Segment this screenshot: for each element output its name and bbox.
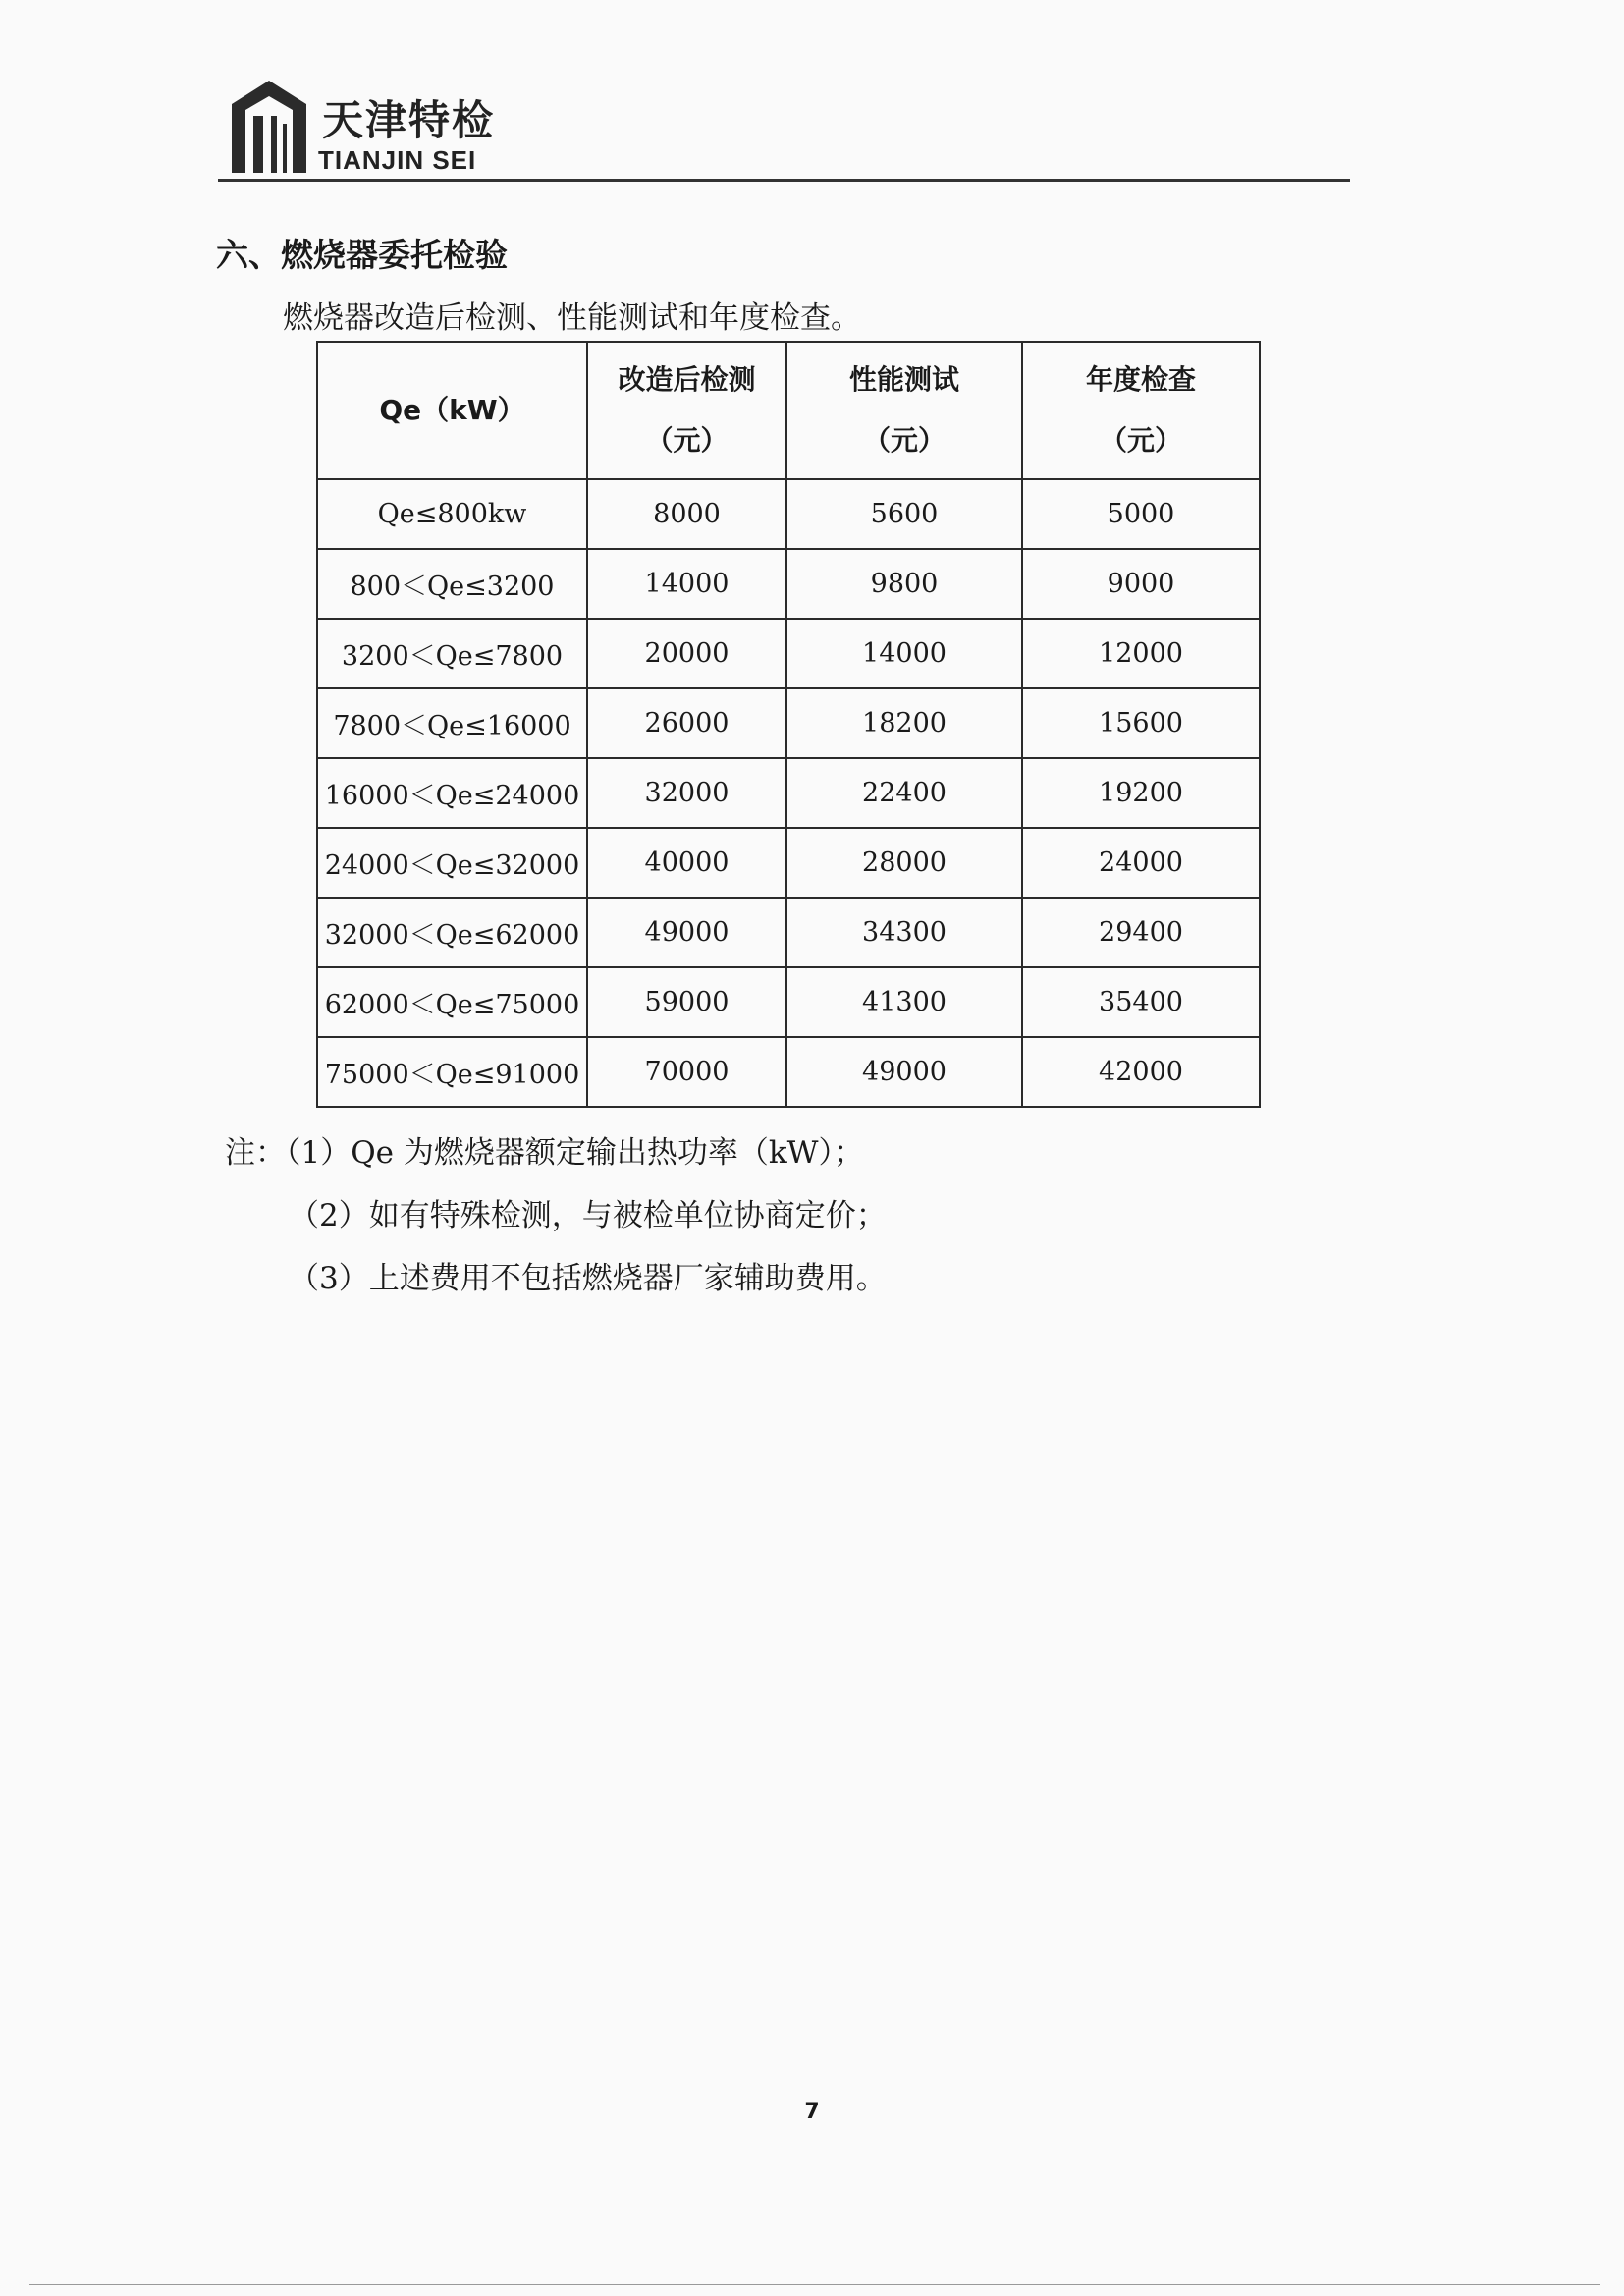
burner-inspection-fee-table (316, 341, 1261, 1108)
note-line-1: 注：（1）Qe 为燃烧器额定输出热功率（kW）； (225, 1135, 864, 1171)
table-row (317, 967, 1260, 1037)
column-header-performance-test (786, 342, 1022, 479)
cell-qe-range: 75000＜Qe≤91000 (317, 1037, 587, 1107)
cell-annual-fee: 5000 (1022, 479, 1260, 549)
cell-qe-range: Qe≤800kw (317, 479, 587, 549)
cell-retrofit-fee: 40000 (587, 828, 786, 898)
table-row (317, 758, 1260, 828)
cell-retrofit-fee: 59000 (587, 967, 786, 1037)
cell-annual-fee: 19200 (1022, 758, 1260, 828)
cell-qe-range: 3200＜Qe≤7800 (317, 619, 587, 688)
cell-qe-range: 32000＜Qe≤62000 (317, 898, 587, 967)
tianjin-sei-logo-icon (228, 77, 310, 175)
table-row (317, 549, 1260, 619)
table-header-row (317, 342, 1260, 479)
cell-retrofit-fee: 26000 (587, 688, 786, 758)
cell-performance-fee: 18200 (786, 688, 1022, 758)
column-header-line1: Qe（kW） (379, 394, 525, 426)
logo-chinese-name: 天津特检 (322, 96, 496, 144)
cell-qe-range: 16000＜Qe≤24000 (317, 758, 587, 828)
cell-performance-fee: 22400 (786, 758, 1022, 828)
section-title: 六、燃烧器委托检验 (216, 236, 508, 274)
column-header-line1: 性能测试 (848, 363, 959, 396)
cell-annual-fee: 35400 (1022, 967, 1260, 1037)
section-intro: 燃烧器改造后检测、性能测试和年度检查。 (283, 301, 861, 336)
cell-qe-range: 7800＜Qe≤16000 (317, 688, 587, 758)
table-row (317, 1037, 1260, 1107)
cell-performance-fee: 9800 (786, 549, 1022, 619)
cell-retrofit-fee: 70000 (587, 1037, 786, 1107)
table-row (317, 619, 1260, 688)
cell-retrofit-fee: 32000 (587, 758, 786, 828)
cell-annual-fee: 9000 (1022, 549, 1260, 619)
column-header-line1: 改造后检测 (618, 363, 756, 396)
cell-performance-fee: 14000 (786, 619, 1022, 688)
note-line-3: （3）上述费用不包括燃烧器厂家辅助费用。 (289, 1261, 887, 1296)
cell-performance-fee: 5600 (786, 479, 1022, 549)
cell-annual-fee: 15600 (1022, 688, 1260, 758)
cell-retrofit-fee: 14000 (587, 549, 786, 619)
note-line-2: （2）如有特殊检测，与被检单位协商定价； (289, 1198, 887, 1233)
cell-performance-fee: 34300 (786, 898, 1022, 967)
cell-qe-range: 800＜Qe≤3200 (317, 549, 587, 619)
column-header-unit: （元） (1099, 424, 1182, 457)
column-header-annual-inspection (1022, 342, 1260, 479)
cell-qe-range: 62000＜Qe≤75000 (317, 967, 587, 1037)
logo-english-name: TIANJIN SEI (318, 145, 477, 175)
column-header-retrofit-test (587, 342, 786, 479)
cell-qe-range: 24000＜Qe≤32000 (317, 828, 587, 898)
header-divider (218, 179, 1350, 182)
column-header-unit: （元） (862, 424, 946, 457)
cell-annual-fee: 12000 (1022, 619, 1260, 688)
cell-annual-fee: 42000 (1022, 1037, 1260, 1107)
column-header-qe (317, 342, 587, 479)
cell-annual-fee: 24000 (1022, 828, 1260, 898)
cell-performance-fee: 41300 (786, 967, 1022, 1037)
table-row (317, 688, 1260, 758)
column-header-line1: 年度检查 (1085, 363, 1196, 396)
table-row (317, 479, 1260, 549)
table-row (317, 828, 1260, 898)
cell-retrofit-fee: 49000 (587, 898, 786, 967)
cell-retrofit-fee: 20000 (587, 619, 786, 688)
cell-retrofit-fee: 8000 (587, 479, 786, 549)
table-row (317, 898, 1260, 967)
cell-performance-fee: 49000 (786, 1037, 1022, 1107)
page-number: 7 (804, 2100, 820, 2124)
scan-bottom-edge (29, 2284, 1600, 2285)
column-header-unit: （元） (645, 424, 729, 457)
cell-performance-fee: 28000 (786, 828, 1022, 898)
cell-annual-fee: 29400 (1022, 898, 1260, 967)
